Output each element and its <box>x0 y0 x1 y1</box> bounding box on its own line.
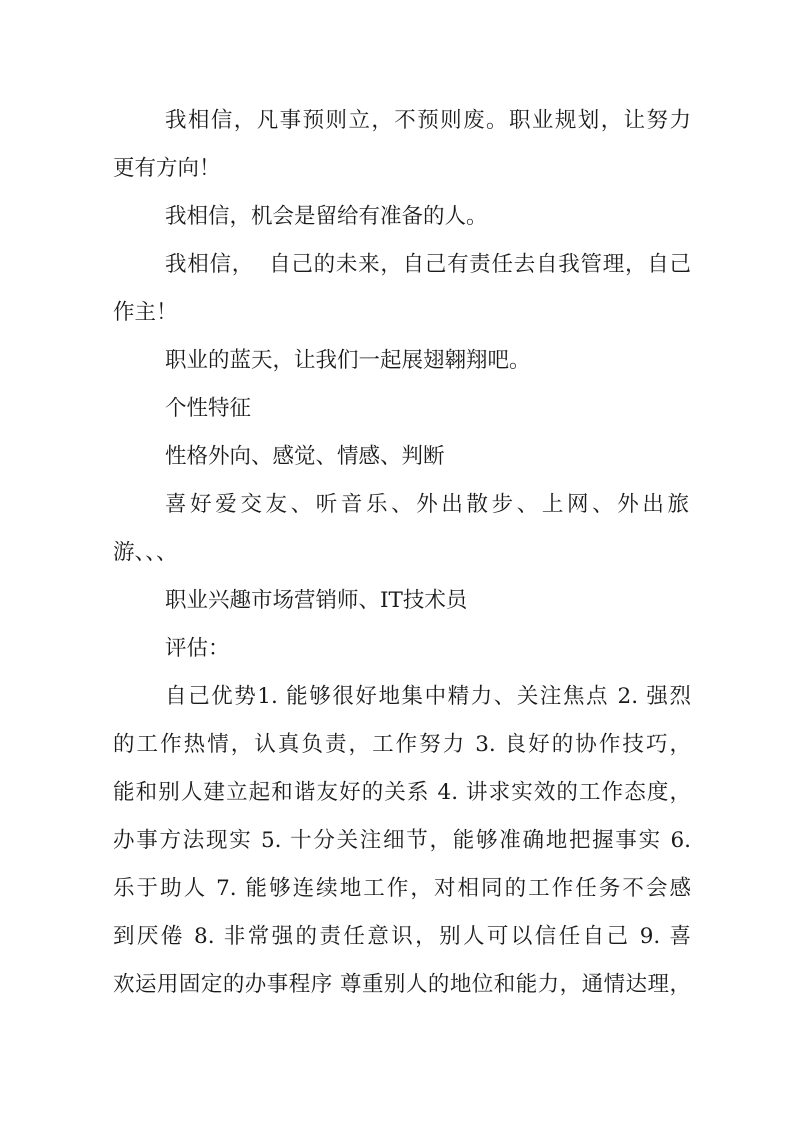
text-line: 更有方向！ <box>113 156 221 181</box>
paragraph-belief-future <box>113 241 691 337</box>
section-heading-personality <box>113 385 691 433</box>
text-line: 作主！ <box>113 300 178 325</box>
text-line: 职业的蓝天，让我们一起展翅翱翔吧。 <box>165 348 531 373</box>
text-line: 我相信，机会是留给有准备的人。 <box>165 204 488 229</box>
paragraph-strengths <box>113 673 691 1009</box>
section-heading-evaluation <box>113 625 691 673</box>
paragraph-belief-opportunity <box>113 193 691 241</box>
text-line: 职业兴趣市场营销师、IT技术员 <box>165 588 468 613</box>
paragraph-character <box>113 433 691 481</box>
paragraph-hobbies <box>113 481 691 577</box>
text-line: 游、、、 <box>113 540 178 565</box>
text-line: 自己优势1. 能够很好地集中精力、关注焦点 2. 强烈 <box>165 684 691 709</box>
text-line: 我相信， 自己的未来，自己有责任去自我管理，自己 <box>165 252 691 277</box>
paragraph-career-interests <box>113 577 691 625</box>
paragraph-belief-planning <box>113 97 691 193</box>
text-line: 办事方法现实 5. 十分关注细节，能够准确地把握事实 6. <box>113 828 691 853</box>
text-line: 评估： <box>165 636 230 661</box>
paragraph-career-sky <box>113 337 691 385</box>
text-line: 的工作热情，认真负责，工作努力 3. 良好的协作技巧， <box>113 732 691 757</box>
text-line: 乐于助人 7. 能够连续地工作，对相同的工作任务不会感 <box>113 876 691 901</box>
text-line: 能和别人建立起和谐友好的关系 4. 讲求实效的工作态度， <box>113 780 691 805</box>
text-line: 个性特征 <box>165 396 252 421</box>
text-line: 我相信，凡事预则立，不预则废。职业规划，让努力 <box>165 108 691 133</box>
text-line: 喜好爱交友、听音乐、外出散步、上网、外出旅 <box>165 492 691 517</box>
text-line: 到厌倦 8. 非常强的责任意识，别人可以信任自己 9. 喜 <box>113 924 691 949</box>
text-line: 性格外向、感觉、情感、判断 <box>165 444 445 469</box>
text-line: 欢运用固定的办事程序 尊重别人的地位和能力，通情达理， <box>113 972 691 997</box>
